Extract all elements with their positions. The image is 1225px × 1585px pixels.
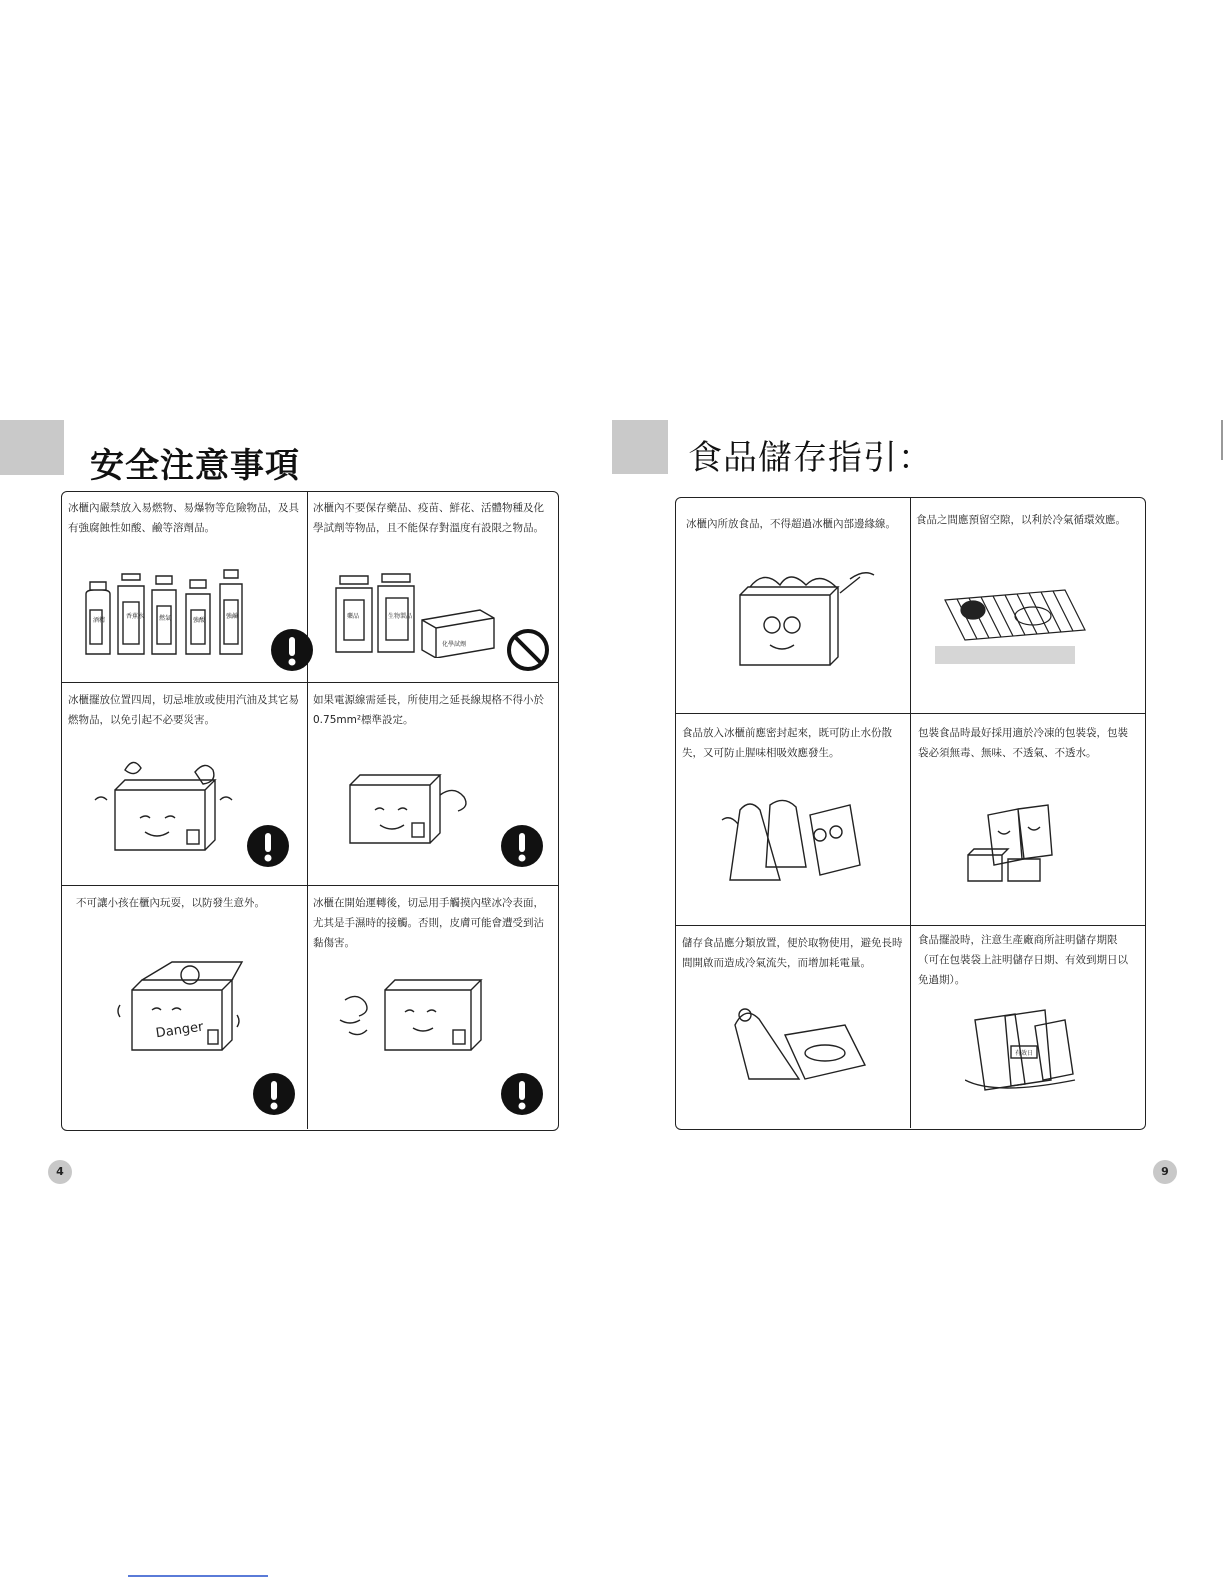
food-text-2: 食品之間應預留空隙，以利於冷氣循環效應。 bbox=[916, 514, 1126, 526]
bottle-label-4: 強酸 bbox=[193, 617, 206, 624]
food-row-divider-1 bbox=[676, 713, 1145, 714]
exclamation-sign-icon bbox=[246, 824, 290, 868]
item-label-2: 生物製品 bbox=[388, 613, 413, 620]
child-freezer-illustration bbox=[112, 955, 252, 1065]
page-edge-mark bbox=[1221, 420, 1223, 460]
freezer-touch-illustration bbox=[335, 970, 495, 1070]
left-page-title: 安全注意事項 bbox=[90, 446, 300, 486]
safety-text-3: 冰櫃擺放位置四周，切忌堆放或使用汽油及其它易燃物品，以免引起不必要災害。 bbox=[68, 694, 299, 726]
food-text-4: 包裝食品時最好採用適於冷凍的包裝袋，包裝袋必須無毒、無味、不透氣、不透水。 bbox=[918, 727, 1128, 759]
exclamation-sign-icon bbox=[500, 1072, 544, 1116]
expiry-label: 有效日 bbox=[1015, 1050, 1034, 1057]
safety-text-6: 冰櫃在開始運轉後，切忌用手觸摸內壁冰冷表面，尤其是手濕時的接觸。否則，皮膚可能會遭受到沾黏傷害。 bbox=[313, 897, 544, 949]
danger-label: Danger bbox=[154, 1019, 205, 1042]
bottle-label-2: 香蕉水 bbox=[126, 613, 145, 620]
medicine-items-illustration bbox=[330, 568, 500, 658]
bottle-label-1: 酒精 bbox=[93, 617, 106, 624]
right-page-title: 食品儲存指引： bbox=[688, 438, 933, 478]
sealed-food-illustration bbox=[720, 790, 870, 900]
spaced-food-illustration bbox=[935, 570, 1095, 670]
food-text-3: 食品放入冰櫃前應密封起來，既可防止水份散失，又可防止腥味相吸效應發生。 bbox=[682, 727, 892, 759]
packaged-food-illustration bbox=[958, 795, 1098, 895]
bottom-rule bbox=[128, 1575, 268, 1577]
freezer-flammables-illustration bbox=[85, 760, 245, 870]
item-label-3: 化學試劑 bbox=[442, 641, 467, 648]
safety-text-4: 如果電源線需延長，所使用之延長線規格不得小於0.75mm²標準設定。 bbox=[313, 694, 544, 726]
food-row-divider-2 bbox=[676, 925, 1145, 926]
left-page-tab bbox=[0, 420, 64, 475]
food-text-1: 冰櫃內所放食品，不得超過冰櫃內部邊緣線。 bbox=[686, 518, 896, 530]
left-page-number: 4 bbox=[48, 1160, 72, 1184]
item-label-1: 藥品 bbox=[347, 613, 360, 620]
bottle-label-5: 強鹼 bbox=[226, 613, 239, 620]
right-page-number: 9 bbox=[1153, 1160, 1177, 1184]
safety-text-1: 冰櫃內嚴禁放入易燃物、易爆物等危險物品，及具有強腐蝕性如酸、鹼等溶劑品。 bbox=[68, 502, 299, 534]
prohibited-sign-icon bbox=[506, 628, 550, 672]
food-text-6: 食品擺設時，注意生產廠商所註明儲存期限（可在包裝袋上註明儲存日期、有效到期日以免過期）。 bbox=[918, 934, 1128, 986]
sorted-food-illustration bbox=[715, 995, 885, 1095]
dated-food-illustration bbox=[965, 1000, 1095, 1100]
freezer-cord-illustration bbox=[340, 765, 480, 855]
right-page-tab bbox=[612, 420, 668, 474]
exclamation-sign-icon bbox=[252, 1072, 296, 1116]
exclamation-sign-icon bbox=[500, 824, 544, 868]
safety-panel-divider bbox=[307, 492, 308, 1129]
overfilled-freezer-illustration bbox=[730, 565, 880, 685]
bottle-label-3: 燃氣 bbox=[159, 615, 172, 622]
exclamation-sign-icon bbox=[270, 628, 314, 672]
safety-text-5: 不可讓小孩在櫃內玩耍，以防發生意外。 bbox=[76, 897, 265, 909]
safety-row-divider-2 bbox=[62, 885, 558, 886]
safety-text-2: 冰櫃內不要保存藥品、疫苗、鮮花、活體物種及化學試劑等物品，且不能保存對溫度有設限之物品。 bbox=[313, 502, 544, 534]
food-panel-divider bbox=[910, 498, 911, 1128]
food-text-5: 儲存食品應分類放置，便於取物使用，避免長時間開啟而造成冷氣流失，而增加耗電量。 bbox=[682, 937, 903, 969]
chemical-bottles-illustration bbox=[78, 560, 258, 660]
safety-row-divider-1 bbox=[62, 682, 558, 683]
